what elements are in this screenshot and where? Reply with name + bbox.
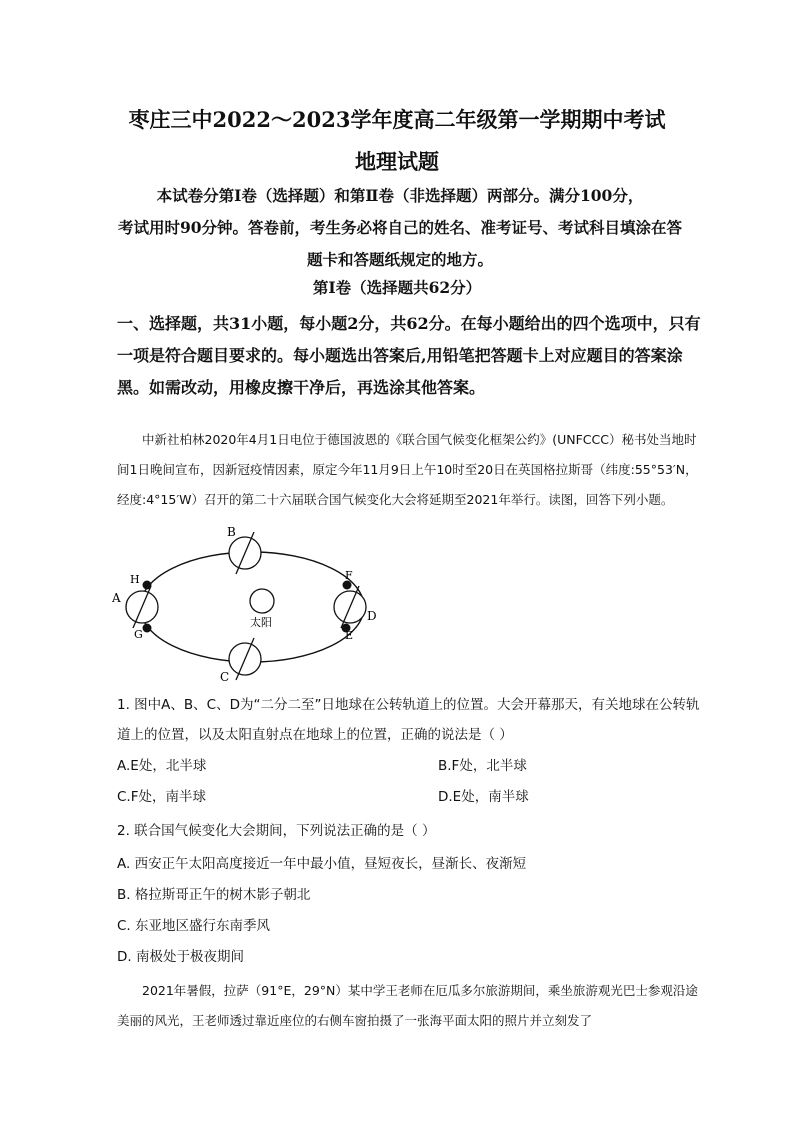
q1-option-d[interactable]: D.E处，南半球 [438,789,529,805]
orbit-diagram [110,522,390,692]
q2-option-d[interactable]: D. 南极处于极夜期间 [117,949,244,965]
label-H: H [130,573,140,586]
intro-line: 题卡和答题纸规定的地方。 [306,250,493,269]
label-B: B [227,525,236,539]
reading-passage-2: 2021年暑假，拉萨（91°E，29°N）某中学王老师在厄瓜多尔旅游期间，乘坐旅游观光巴士参观沿途美丽的风光，王老师透过靠近座位的右侧车窗拍摄了一张海平面太阳的照片并立刻发了 [117,983,698,1028]
question-2-stem: 2. 联合国气候变化大会期间，下列说法正确的是（ ） [117,823,436,839]
intro-line: 本试卷分第Ⅰ卷（选择题）和第Ⅱ卷（非选择题）两部分。满分100分， [156,186,644,205]
q2-option-b[interactable]: B. 格拉斯哥正午的树木影子朝北 [117,887,311,903]
question-1-stem: 1. 图中A、B、C、D为“二分二至”日地球在公转轨道上的位置。大会开幕那天，有关地球在公转轨道上的位置，以及太阳直射点在地球上的位置，正确的说法是（ ） [117,697,700,743]
q1-option-c[interactable]: C.F处，南半球 [117,789,206,805]
q2-option-c[interactable]: C. 东亚地区盛行东南季风 [117,918,271,934]
label-E: E [345,629,354,642]
exam-intro [110,180,690,276]
point-G [143,624,152,633]
sun-circle [250,589,274,613]
intro-line: 考试用时90分钟。答卷前，考生务必将自己的姓名、准考证号、考试科目填涂在答 [117,218,683,237]
q1-option-b[interactable]: B.F处，北半球 [438,758,527,774]
q1-option-a[interactable]: A.E处，北半球 [117,758,207,774]
sun-label: 太阳 [250,616,272,629]
label-A: A [112,591,121,605]
label-C: C [220,670,230,684]
exam-subtitle: 地理试题 [355,149,439,174]
label-D: D [367,609,377,623]
q2-option-a[interactable]: A. 西安正午太阳高度接近一年中最小值，昼短夜长，昼渐长、夜渐短 [117,856,527,872]
section-instructions: 一、选择题，共31小题，每小题2分，共62分。在每小题给出的四个选项中，只有一项是符合题目要求的。每小题选出答案后,用铅笔把答题卡上对应题目的答案涂黑。如需改动，用橡皮擦干净后，再选涂其他答案。 [117,314,701,397]
point-H [143,581,152,590]
label-F: F [345,569,353,582]
exam-title: 枣庄三中2022～2023学年度高二年级第一学期期中考试 [128,107,666,132]
label-G: G [134,628,143,641]
reading-passage-1: 中新社柏林2020年4月1日电位于德国波恩的《联合国气候变化框架公约》(UNFCCC）秘书处当地时间1日晚间宣布，因新冠疫情因素，原定今年11月9日上午10时至20日在英国格拉斯哥（纬度:55°53′N，经度:4°15′W）召开的第二十六届联合国气候变化大会将延期至2021年举行。读图，回答下列小题。 [117,432,698,507]
section-title: 第Ⅰ卷（选择题共62分） [312,278,482,297]
